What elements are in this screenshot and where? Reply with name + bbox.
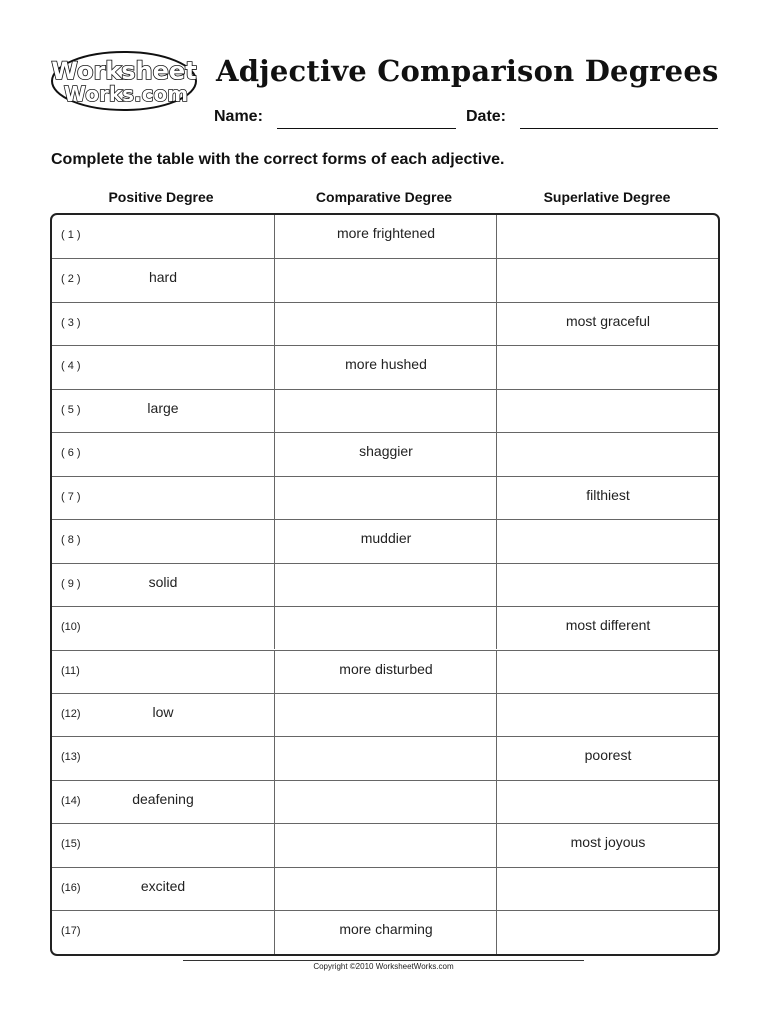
table-row <box>52 563 718 606</box>
cell-comparative[interactable] <box>274 215 497 258</box>
cell-comparative[interactable] <box>274 303 497 345</box>
cell-positive[interactable] <box>52 303 274 345</box>
cell-superlative[interactable] <box>496 824 719 866</box>
row-number: (15) <box>61 838 81 851</box>
cell-comparative[interactable] <box>274 737 497 779</box>
row-number: ( 2 ) <box>61 273 81 286</box>
cell-comparative[interactable] <box>274 433 497 475</box>
row-number: ( 1 ) <box>61 229 81 241</box>
superlative-value: poorest <box>584 747 632 764</box>
cell-superlative[interactable] <box>496 520 719 562</box>
cell-superlative[interactable] <box>496 911 719 953</box>
row-number: ( 5 ) <box>61 403 81 416</box>
table-row <box>52 345 718 388</box>
comparative-value: more frightened <box>336 225 436 241</box>
cell-positive[interactable] <box>52 477 274 519</box>
cell-comparative[interactable] <box>274 781 497 823</box>
cell-comparative[interactable] <box>274 346 497 388</box>
cell-positive[interactable] <box>52 781 274 823</box>
table-row <box>52 215 718 258</box>
name-field[interactable] <box>277 128 456 129</box>
table-row <box>52 606 718 649</box>
table-row <box>52 432 718 475</box>
name-label: Name: <box>214 108 263 125</box>
row-number: ( 8 ) <box>61 534 81 547</box>
table-row <box>52 258 718 301</box>
date-field[interactable] <box>520 128 718 129</box>
table-row <box>52 519 718 562</box>
cell-positive[interactable] <box>52 564 274 606</box>
table-row <box>52 476 718 519</box>
cell-positive[interactable] <box>52 215 274 258</box>
positive-value: low <box>152 703 174 720</box>
row-number: ( 3 ) <box>61 316 81 329</box>
cell-superlative[interactable] <box>496 737 719 779</box>
superlative-value: filthiest <box>586 486 630 503</box>
cell-superlative[interactable] <box>496 651 719 693</box>
cell-superlative[interactable] <box>496 215 719 258</box>
cell-positive[interactable] <box>52 694 274 736</box>
cell-superlative[interactable] <box>496 346 719 388</box>
cell-superlative[interactable] <box>496 477 719 519</box>
comparative-value: shaggier <box>359 443 413 460</box>
cell-comparative[interactable] <box>274 520 497 562</box>
table-row <box>52 650 718 693</box>
footer-divider <box>183 960 584 961</box>
positive-value: solid <box>148 573 178 590</box>
cell-positive[interactable] <box>52 433 274 475</box>
row-number: ( 6 ) <box>61 447 81 460</box>
table-row <box>52 910 718 953</box>
row-number: (16) <box>61 881 81 894</box>
table-row <box>52 302 718 345</box>
positive-value: hard <box>148 269 178 286</box>
cell-positive[interactable] <box>52 390 274 432</box>
row-number: (13) <box>61 751 81 764</box>
positive-value: large <box>147 399 179 416</box>
worksheetworks-logo <box>50 50 198 112</box>
row-number: (11) <box>61 664 80 677</box>
cell-comparative[interactable] <box>274 868 497 910</box>
row-number: (14) <box>61 794 81 807</box>
cell-superlative[interactable] <box>496 390 719 432</box>
cell-comparative[interactable] <box>274 607 497 649</box>
cell-positive[interactable] <box>52 346 274 388</box>
comparative-value: more hushed <box>345 356 427 373</box>
answer-table <box>50 213 720 956</box>
cell-positive[interactable] <box>52 824 274 866</box>
cell-superlative[interactable] <box>496 694 719 736</box>
superlative-value: most joyous <box>570 834 646 851</box>
cell-superlative[interactable] <box>496 433 719 475</box>
logo-graphic <box>50 50 198 112</box>
cell-comparative[interactable] <box>274 694 497 736</box>
logo-line-2: Works.com <box>63 82 189 106</box>
cell-superlative[interactable] <box>496 781 719 823</box>
cell-positive[interactable] <box>52 737 274 779</box>
table-row <box>52 867 718 910</box>
row-number: (17) <box>61 925 81 938</box>
row-number: (12) <box>61 707 81 720</box>
cell-positive[interactable] <box>52 259 274 301</box>
column-header-positive: Positive Degree <box>108 189 214 205</box>
cell-superlative[interactable] <box>496 259 719 301</box>
logo-line-1: Worksheet <box>51 57 197 85</box>
row-number: ( 4 ) <box>61 360 81 373</box>
table-row <box>52 389 718 432</box>
cell-comparative[interactable] <box>274 259 497 301</box>
cell-positive[interactable] <box>52 607 274 649</box>
cell-positive[interactable] <box>52 911 274 953</box>
table-row <box>52 736 718 779</box>
cell-comparative[interactable] <box>274 564 497 606</box>
cell-positive[interactable] <box>52 868 274 910</box>
column-header-superlative: Superlative Degree <box>543 189 671 205</box>
positive-value: excited <box>140 877 186 894</box>
cell-positive[interactable] <box>52 520 274 562</box>
table-row <box>52 780 718 823</box>
row-number: ( 7 ) <box>61 490 81 503</box>
cell-comparative[interactable] <box>274 651 497 693</box>
cell-comparative[interactable] <box>274 390 497 432</box>
comparative-value: muddier <box>360 530 412 547</box>
cell-positive[interactable] <box>52 651 274 693</box>
row-number: ( 9 ) <box>61 577 81 590</box>
positive-value: deafening <box>132 790 194 807</box>
date-label: Date: <box>466 108 507 125</box>
cell-comparative[interactable] <box>274 477 497 519</box>
superlative-value: most different <box>565 617 651 634</box>
page-title: Adjective Comparison Degrees <box>216 54 719 88</box>
cell-superlative[interactable] <box>496 607 719 649</box>
comparative-value: more charming <box>339 921 433 938</box>
table-row <box>52 693 718 736</box>
cell-superlative[interactable] <box>496 564 719 606</box>
cell-superlative[interactable] <box>496 303 719 345</box>
cell-comparative[interactable] <box>274 911 497 953</box>
comparative-value: more disturbed <box>339 660 433 677</box>
copyright-notice: Copyright ©2010 WorksheetWorks.com <box>313 962 454 971</box>
row-number: (10) <box>61 621 81 634</box>
column-header-comparative: Comparative Degree <box>315 189 453 205</box>
cell-superlative[interactable] <box>496 868 719 910</box>
cell-comparative[interactable] <box>274 824 497 866</box>
instructions: Complete the table with the correct forms of each adjective. <box>51 151 505 168</box>
superlative-value: most graceful <box>565 312 651 329</box>
table-row <box>52 823 718 866</box>
